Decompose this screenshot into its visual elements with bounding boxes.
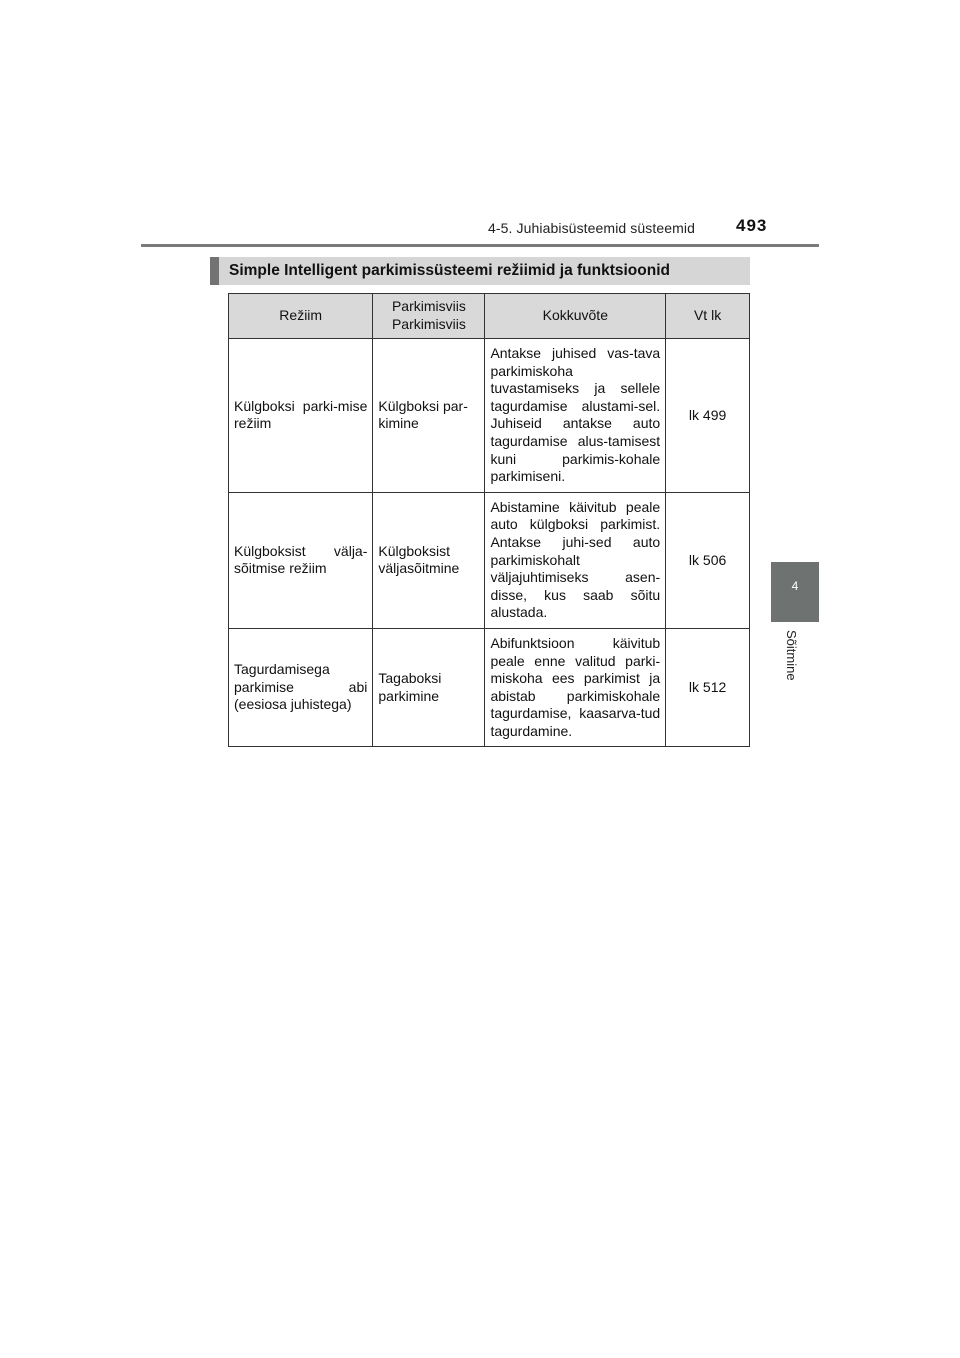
- cell-summary: Abifunktsioon käivitub peale enne valitud parki-miskoha ees parkimist ja abistab parkimiskohale tagurdamise, kaasarva-tud tagurdamine.: [485, 628, 666, 747]
- chapter-label: Sõitmine: [784, 630, 799, 681]
- header-rule: [141, 244, 819, 247]
- section-title: Simple Intelligent parkimissüsteemi režiimid ja funktsioonid: [210, 257, 750, 285]
- cell-page-ref: lk 499: [666, 339, 750, 493]
- cell-mode: Tagurdamisega parkimise abi (eesiosa juhistega): [229, 628, 373, 747]
- header-section-text: 4-5. Juhiabisüsteemid süsteemid: [488, 220, 695, 236]
- cell-summary: Antakse juhised vas-tava parkimiskoha tuvastamiseks ja sellele tagurdamise alustami-sel. Juhiseid antakse auto tagurdamise alus-tamisest kuni parkimis-kohale parkimiseni.: [485, 339, 666, 493]
- modes-table: [228, 293, 750, 747]
- table-row: [229, 339, 750, 493]
- cell-mode: Külgboksi parki-mise režiim: [229, 339, 373, 493]
- page-number: 493: [736, 216, 768, 235]
- cell-summary: Abistamine käivitub peale auto külgboksi parkimist. Antakse juhi-sed auto parkimiskohalt väljajuhtimiseks asen-disse, kus saab sõitu alustada.: [485, 492, 666, 628]
- table-row: [229, 628, 750, 747]
- cell-page-ref: lk 512: [666, 628, 750, 747]
- cell-page-ref: lk 506: [666, 492, 750, 628]
- chapter-tab: 4: [771, 562, 819, 622]
- cell-method: Külgboksi par-kimine: [373, 339, 485, 493]
- header-parking-method-line2: Parkimisviis: [391, 316, 466, 332]
- header-parking-method-line1: Parkimisviis: [391, 298, 466, 315]
- header-see-page: Vt lk: [666, 294, 750, 339]
- cell-mode: Külgboksist välja-sõitmise režiim: [229, 492, 373, 628]
- table-header-row: [229, 294, 750, 339]
- table-row: [229, 492, 750, 628]
- header-mode: Režiim: [229, 294, 373, 339]
- header-parking-method: [373, 294, 485, 339]
- cell-method: Külgboksist väljasõitmine: [373, 492, 485, 628]
- cell-method: Tagaboksi parkimine: [373, 628, 485, 747]
- header-summary: Kokkuvõte: [485, 294, 666, 339]
